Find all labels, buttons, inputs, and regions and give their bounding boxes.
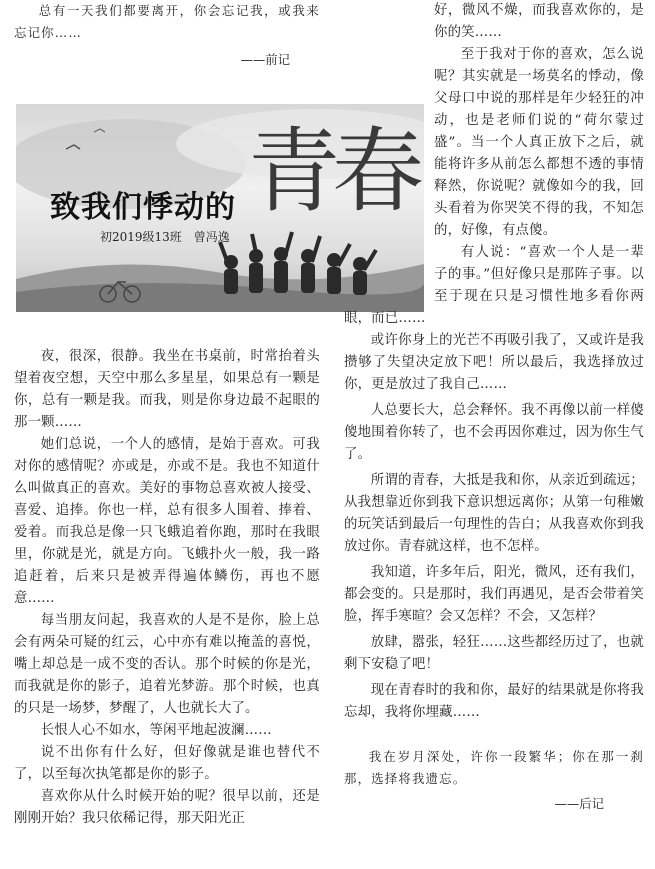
article-title: 致我们悸动的	[50, 190, 236, 225]
left-column	[14, 0, 320, 830]
paragraph: 夜，很深，很静。我坐在书桌前，时常抬着头望着夜空想，天空中那么多星星，如果总有一颗是你，总有一颗是我。而我，则是你身边最不起眼的那一颗……	[14, 349, 320, 430]
paragraph: 她们总说，一个人的感情，是始于喜欢。可我对你的感情呢？亦或是，亦或不是。我也不知道什么叫做真正的喜欢。美好的事物总喜欢被人接受、喜爱、追捧。你也一样，总有很多人围着、捧着、爱着。而我总是像一只飞蛾追着你跑，那时在我眼里，你就是光，就是方向。飞蛾扑火一般，我一路追赶着，后来只是被弄得遍体鳞伤，再也不愿意……	[14, 437, 320, 606]
paragraph: 每当朋友问起，我喜欢的人是不是你，脸上总会有两朵可疑的红云，心中亦有难以掩盖的喜悦，嘴上却总是一成不变的否认。那个时候的你是光，而我就是你的影子，追着光梦游。那个时候，也真的只是一场梦，梦醒了，人也就长大了。	[14, 613, 320, 716]
paragraph: 我知道，许多年后，阳光，微风，还有我们，都会变的。只是那时，我们再遇见，是否会带着笑脸，挥手寒暄？会又怎样？不会，又怎样？	[344, 565, 644, 624]
paragraph: 人总要长大，总会释怀。我不再像以前一样傻傻地围着你转了，也不会再因你难过，因为你生气了。	[344, 403, 644, 462]
banner-big-chars: 青春	[248, 118, 417, 225]
preface-signature: ——前记	[240, 52, 290, 67]
paragraph: 有人说：“喜欢一个人是一辈子的事。”但好像只是那阵子事。以至于现在只是习惯性地多看你两眼，而已……	[344, 245, 644, 326]
paragraph: 喜欢你从什么时候开始的呢？很早以前，还是刚刚开始？我只依稀记得，那天阳光正	[14, 789, 320, 826]
paragraph: 现在青春时的我和你，最好的结果就是你将我忘却，我将你埋藏……	[344, 683, 644, 720]
postscript-signature: ——后记	[554, 796, 604, 811]
paragraph: 长恨人心不如水，等闲平地起波澜……	[40, 723, 272, 738]
author-line: 初2019级13班 曾冯逸	[100, 230, 230, 244]
paragraph: 说不出你有什么好，但好像就是谁也替代不了，以至每次执笔都是你的影子。	[14, 745, 320, 782]
postscript-text: 我在岁月深处，许你一段繁华；你在那一刹那，选择将我遗忘。	[344, 749, 644, 786]
preface-text: 总有一天我们都要离开，你会忘记我，或我来忘记你……	[14, 3, 320, 40]
paragraph: 所谓的青春，大抵是我和你，从亲近到疏远；从我想靠近你到我下意识想远离你；从第一句稚嫩的玩笑话到最后一句理性的告白；从我喜欢你到我放过你。青春就这样，也不怎样。	[344, 473, 644, 554]
right-column	[344, 0, 644, 812]
paragraph: 放肆，嚣张，轻狂……这些都经历过了，也就剩下安稳了吧！	[344, 635, 644, 672]
paragraph: 或许你身上的光芒不再吸引我了，又或许是我攒够了失望决定放下吧！所以最后，我选择放过你，更是放过了我自己……	[344, 333, 644, 392]
paragraph: 至于我对于你的喜欢，怎么说呢？其实就是一场莫名的悸动，像父母口中说的那样是年少轻狂的冲动，也是老师们说的“荷尔蒙过盛”。当一个人真正放下之后，就能将许多从前怎么都想不透的事情释然，你说呢？就像如今的我，回头看着为你哭笑不得的我，不知怎的，好像，有点傻。	[434, 47, 644, 238]
paragraph: 好，微风不燥，而我喜欢你的，是你的笑……	[434, 3, 644, 40]
banner-wrap-spacer	[344, 88, 434, 308]
